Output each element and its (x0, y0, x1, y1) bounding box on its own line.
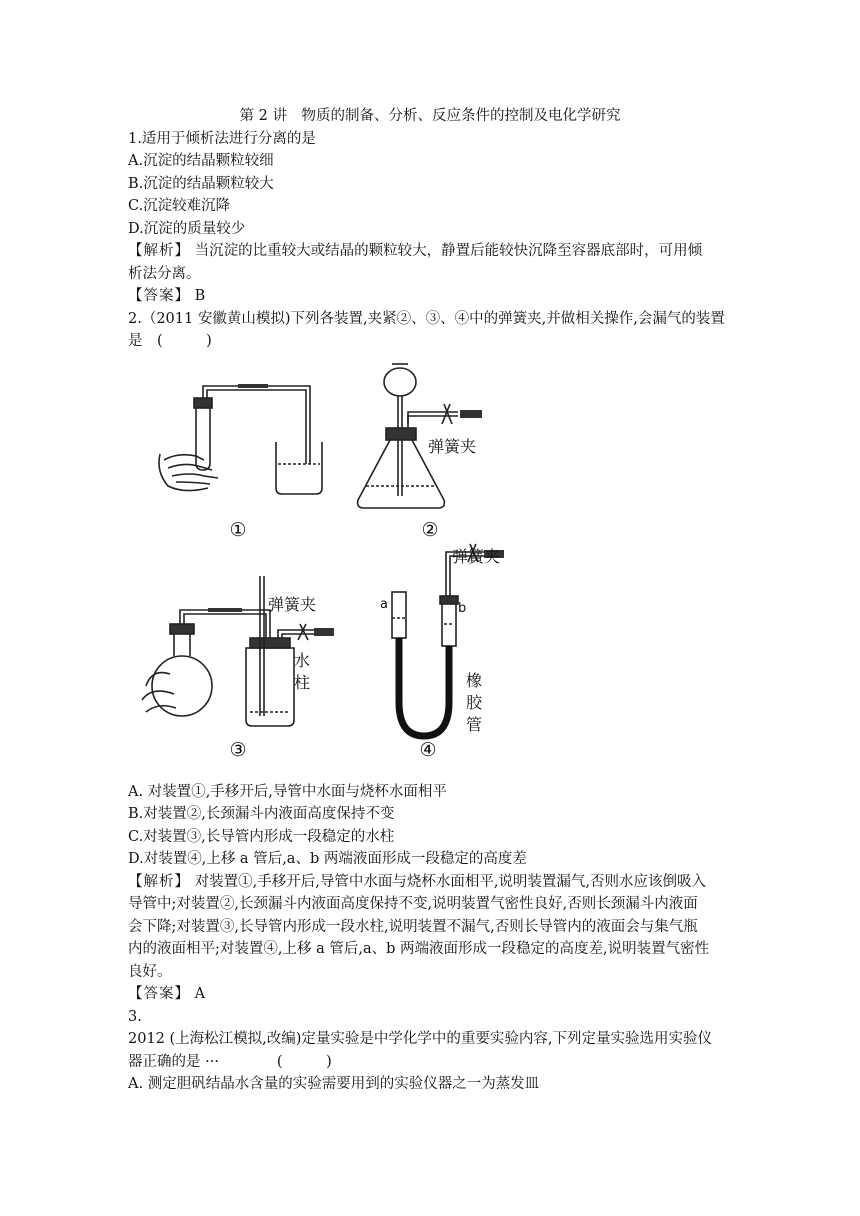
water-column-label-1: 水 (294, 651, 311, 670)
q3-number: 3. (128, 1009, 142, 1025)
q2-option-b: B.对装置②,长颈漏斗内液面高度保持不变 (128, 806, 395, 822)
q2-option-d: D.对装置④,上移 a 管后,a、b 两端液面形成一段稳定的高度差 (128, 851, 527, 867)
q2-analysis-line2: 导管中;对装置②,长颈漏斗内液面高度保持不变,说明装置气密性良好,否则长颈漏斗内液面 (128, 896, 698, 912)
q1-answer-tag: 【答案】 (128, 288, 190, 304)
tube-a-label: a (380, 597, 388, 612)
q1-option-d: D.沉淀的质量较少 (128, 221, 246, 237)
q3-option-a: A. 测定胆矾结晶水含量的实验需要用到的实验仪器之一为蒸发皿 (128, 1076, 540, 1092)
q2-analysis-line4: 内的液面相平;对装置④,上移 a 管后,a、b 两端液面形成一段稳定的高度差,说明装置气密性 (128, 941, 710, 957)
clip-label-3: 弹簧夹 (268, 595, 317, 614)
q1-analysis (128, 240, 748, 263)
q2-stem-line1: 2.（2011 安徽黄山模拟)下列各装置,夹紧②、③、④中的弹簧夹,并做相关操作,会漏气的装置 (128, 311, 725, 327)
q1-stem: 1.适用于倾析法进行分离的是 (128, 131, 316, 147)
q1-answer-value: B (190, 288, 206, 304)
label-2: ② (421, 519, 439, 541)
q2-answer (128, 983, 748, 1006)
q1-analysis-line1: 当沉淀的比重较大或结晶的颗粒较大，静置后能较快沉降至容器底部时，可用倾 (190, 243, 703, 259)
clip-label-2: 弹簧夹 (428, 437, 477, 456)
rubber-tube-label-2: 胶 (466, 693, 483, 712)
tube-b-label: b (458, 601, 467, 616)
label-3: ③ (229, 739, 247, 761)
apparatus-2 (358, 364, 482, 508)
q2-analysis-tag: 【解析】 (128, 874, 190, 890)
label-4: ④ (419, 739, 437, 761)
q1-answer (128, 285, 748, 308)
apparatus-figure (128, 356, 540, 768)
q2-analysis-line5: 良好。 (128, 964, 172, 980)
q3-stem-line1: 2012 (上海松江模拟,改编)定量实验是中学化学中的重要实验内容,下列定量实验选用实验仪 (128, 1031, 713, 1047)
q1-option-b: B.沉淀的结晶颗粒较大 (128, 176, 274, 192)
q2-analysis-line1 (128, 871, 748, 894)
q2-analysis-text-1: 对装置①,手移开后,导管中水面与烧杯水面相平,说明装置漏气,否则水应该倒吸入 (190, 874, 707, 890)
q2-option-c: C.对装置③,长导管内形成一段稳定的水柱 (128, 829, 395, 845)
q2-option-a: A. 对装置①,手移开后,导管中水面与烧杯水面相平 (128, 784, 447, 800)
rubber-tube-label-1: 橡 (466, 671, 483, 690)
q1-option-a: A.沉淀的结晶颗粒较细 (128, 153, 274, 169)
q2-analysis-line3: 会下降;对装置③,长导管内形成一段水柱,说明装置不漏气,否则长导管内的液面会与集气瓶 (128, 919, 698, 935)
rubber-tube-label-3: 管 (466, 715, 483, 734)
q2-stem-line2: 是 ( ) (128, 333, 212, 349)
clip-label-4: 弹簧夹 (452, 547, 501, 566)
q1-analysis-line2: 析法分离。 (128, 266, 201, 282)
q3-stem-line2: 器正确的是 ··· ( ) (128, 1054, 332, 1070)
apparatus-4 (392, 544, 504, 736)
q1-option-c: C.沉淀较难沉降 (128, 198, 231, 214)
page-title: 第 2 讲 物质的制备、分析、反应条件的控制及电化学研究 (239, 108, 621, 124)
q2-answer-value: A (190, 986, 206, 1002)
label-1: ① (229, 519, 247, 541)
apparatus-diagram (128, 356, 540, 768)
apparatus-1 (159, 384, 322, 494)
q2-answer-tag: 【答案】 (128, 986, 190, 1002)
q1-analysis-tag: 【解析】 (128, 243, 190, 259)
water-column-label-2: 柱 (294, 673, 311, 692)
